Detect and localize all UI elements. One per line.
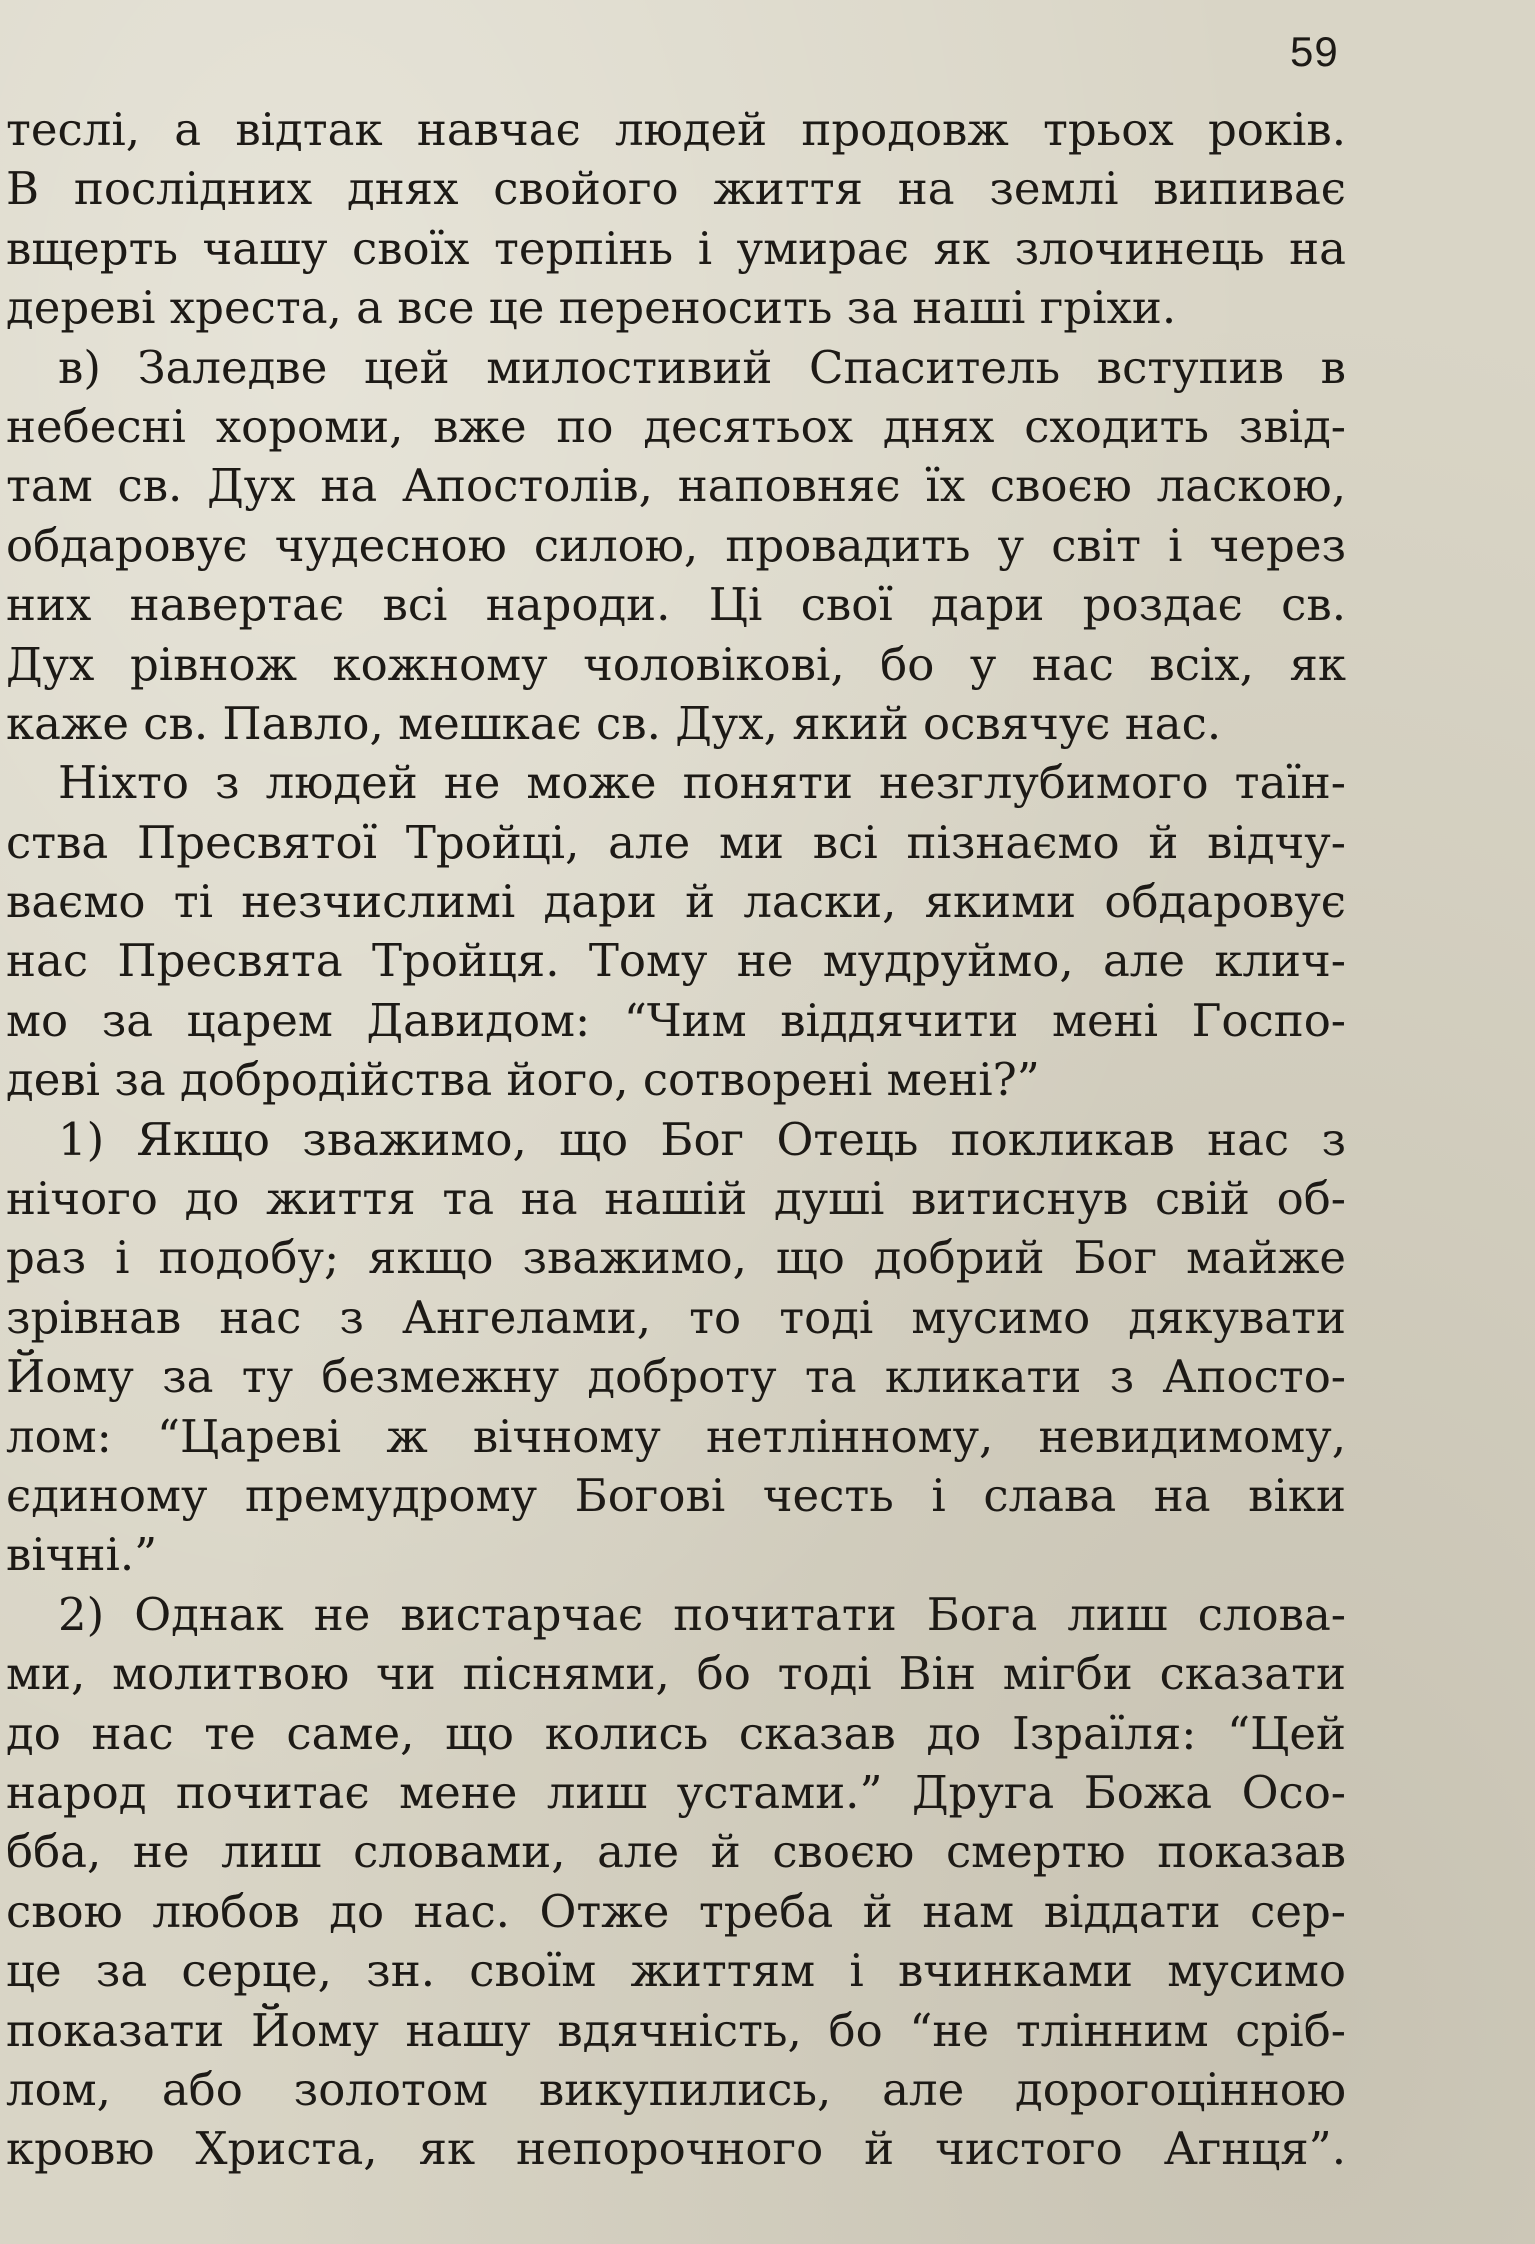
text-line: каже св. Павло, мешкає св. Дух, який освячує нас. [6, 696, 1222, 750]
text-line: ми, молитвою чи піснями, бо тоді Він мігби сказати [6, 1647, 1346, 1701]
text-line: зрівнав нас з Ангелами, то тоді мусимо дякувати [6, 1290, 1346, 1344]
text-line: нас Пресвята Тройця. Тому не мудруймо, але клич- [6, 934, 1346, 988]
text-line: народ почитає мене лиш устами.” Друга Божа Осо- [6, 1765, 1346, 1819]
text-line: бба, не лиш словами, але й своєю смертю показав [6, 1825, 1346, 1879]
text-line: небесні хороми, вже по десятьох днях сходить звід- [6, 399, 1346, 453]
text-line: там св. Дух на Апостолів, наповняє їх своєю ласкою, [6, 459, 1346, 513]
text-line: Ніхто з людей не може поняти незглубимого таїн- [58, 756, 1346, 810]
text-line: ства Пресвятої Тройці, але ми всі пізнаємо й відчу- [6, 815, 1346, 869]
page-number: 59 [1290, 28, 1339, 75]
text-line: нічого до життя та на нашій душі витиснув свій об- [6, 1172, 1346, 1226]
text-line: деві за добродійства його, сотворені мені?” [6, 1053, 1040, 1107]
text-line: до нас те саме, що колись сказав до Ізраїля: “Цей [6, 1706, 1346, 1760]
text-line: раз і подобу; якщо зважимо, що добрий Бог майже [6, 1231, 1346, 1285]
text-line: в) Заледве цей милостивий Спаситель вступив в [58, 340, 1346, 394]
text-line: дереві хреста, а все це переносить за наші гріхи. [6, 281, 1177, 335]
text-line: них навертає всі народи. Ці свої дари роздає св. [6, 578, 1346, 632]
text-line: лом, або золотом викупились, але дорогоцінною [6, 2062, 1346, 2116]
text-line: Дух рівнож кожному чоловікові, бо у нас всіх, як [6, 637, 1346, 691]
text-line: це за серце, зн. своїм життям і вчинками мусимо [6, 1944, 1346, 1998]
text-line: кровю Христа, як непорочного й чистого Агнця”. [6, 2122, 1346, 2176]
text-line: ваємо ті незчислимі дари й ласки, якими обдаровує [6, 875, 1346, 929]
text-line: єдиному премудрому Богові честь і слава на віки [6, 1468, 1346, 1522]
text-line: лом: “Цареві ж вічному нетлінному, невидимому, [6, 1409, 1346, 1463]
text-line: мо за царем Давидом: “Чим віддячити мені Госпо- [6, 993, 1346, 1047]
text-line: 2) Однак не вистарчає почитати Бога лиш слова- [58, 1587, 1346, 1641]
text-line: показати Йому нашу вдячність, бо “не тлінним сріб- [6, 2003, 1346, 2057]
text-line: обдаровує чудесною силою, провадить у світ і через [6, 518, 1346, 572]
text-line: В послідних днях свойого життя на землі випиває [6, 162, 1346, 216]
text-line: Йому за ту безмежну доброту та кликати з Апосто- [6, 1350, 1346, 1404]
text-line: свою любов до нас. Отже треба й нам віддати сер- [6, 1884, 1346, 1938]
body-text [6, 100, 1346, 2179]
text-line: вщерть чашу своїх терпінь і умирає як злочинець на [6, 221, 1346, 275]
text-line: 1) Якщо зважимо, що Бог Отець покликав нас з [58, 1112, 1346, 1166]
text-line: вічні.” [6, 1528, 158, 1582]
text-line: теслі, а відтак навчає людей продовж трьох років. [6, 103, 1346, 156]
